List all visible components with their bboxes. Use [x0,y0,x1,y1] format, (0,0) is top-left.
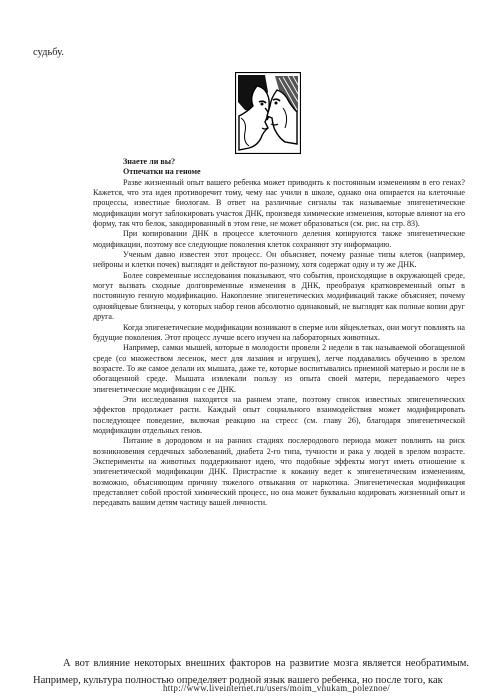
box-paragraph: Ученым давно известен этот процесс. Он объясняет, почему разные типы клеток (например, нейроны и клетки почек) выглядят и действуют по-разному, хотя содержат одну и ту же ДНК. [93,250,465,270]
footer-url: http://www.liveinternet.ru/users/moim_vnukam_poleznoe/ [163,683,391,693]
box-paragraph: Разве жизненный опыт вашего ребенка может приводить к постоянным изменениям в его генах? Кажется, что эта идея противоречит тому, чему нас учили в школе, однако она опирается на клеточные процессы, известные биологам. В ответ на различные сигналы так называемые эпигенетические модификации могут заблокировать участок ДНК, произведя химические изменения, которые влияют на его форму, так что белок, закодированный в этом гене, не может образоваться (см. рис. на стр. 83). [93,177,465,229]
box-paragraph: Питание в дородовом и на ранних стадиях послеродового периода может повлиять на риск возникновения сердечных заболеваний, диабета 2-го типа, тучности и рака у людей в зрелом возрасте. Эксперименты на животных поддерживают идею, что подобные эффекты могут иметь отношение к эпигенетической модификации ДНК. Пристрастие к кокаину ведет к эпигенетическим изменениям, возможно, объясняющим причину тяжелого отвыкания от наркотика. Эпигенетическая модификация представляет собой простой химический процесс, но она может буквально кодировать жизненный опыт и передавать вашим детям частицу вашей личности. [93,436,465,508]
body-paragraph: А вот влияние некоторых внешних факторов на развитие мозга является необратимым. Например, культура полностью определяет родной язык вашего ребенка, но после того, как [33,658,469,686]
top-text: судьбу. [33,47,65,58]
box-paragraph: Когда эпигенетические модификации возникают в сперме или яйцеклетках, они могут повлиять на будущие поколения. Этот процесс лучше всего изучен на лабораторных животных. [93,322,465,342]
box-paragraph: При копировании ДНК в процессе клеточного деления копируются также эпигенетические модификации, поэтому все следующие поколения клеток сохраняют эту информацию. [93,229,465,249]
box-paragraph: Более современные исследования показывают, что события, происходящие в окружающей среде, могут вызвать сходные долговременные изменения в ДНК, преобразуя кратковременный опыт в постоянную генную модификацию. Накопление эпигенетических модификаций также объясняет, почему однояйцевые близнецы, у которых набор генов абсолютно одинаковый, не выглядят как полные копии друг друга. [93,270,465,322]
did-you-know-box [93,157,465,509]
box-paragraph: Эти исследования находятся на раннем этапе, поэтому список известных эпигенетических эффектов продолжает расти. Каждый опыт социального взаимодействия может модифицировать последующее поведение, включая реакцию на стресс (см. главу 26), благодаря эпигенетической модификации отдельных генов. [93,394,465,435]
two-faces-illustration [235,72,301,154]
box-paragraph: Например, самки мышей, которые в молодости провели 2 недели в так называемой обогащенной среде (со множеством лесенок, мест для лазания и игрушек), легче поддавались обучению в зрелом возрасте. То же самое делали их мышата, даже те, которые воспитывались приемной матерью и росли не в обогащенной среде. Мышата извлекали пользу из опыта своей матери, передаваемого через эпигенетические модификации с ее ДНК. [93,343,465,394]
box-subheading: Отпечатки на геноме [123,167,201,177]
box-heading: Знаете ли вы? [123,157,176,166]
